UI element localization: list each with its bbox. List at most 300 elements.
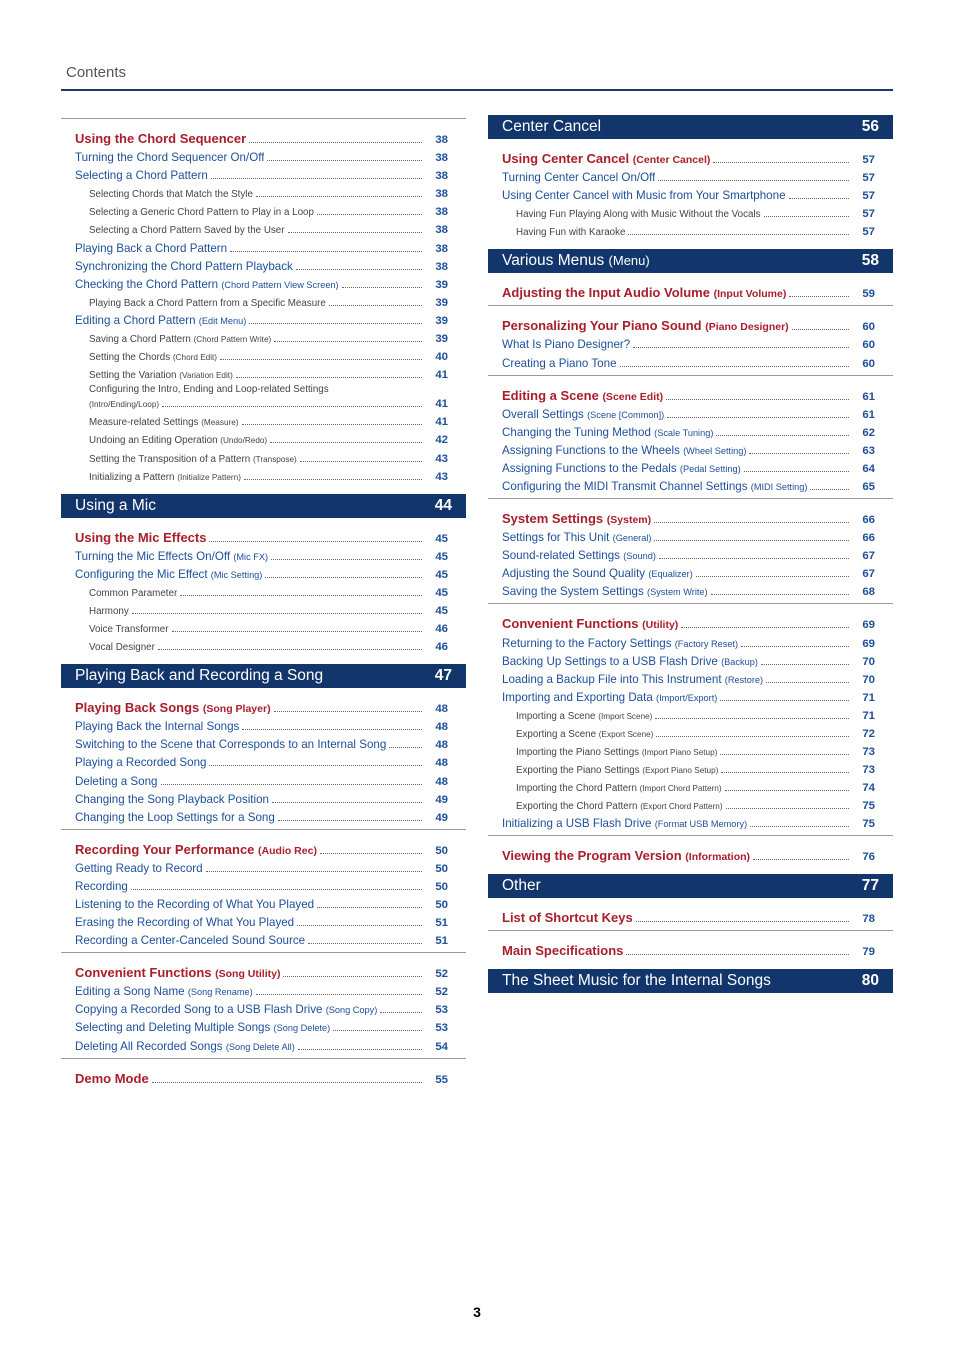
dot-leader xyxy=(206,870,422,872)
dot-leader xyxy=(300,460,422,462)
toc-entry-page: 57 xyxy=(862,154,875,166)
dot-leader xyxy=(297,924,422,926)
toc-entry-title: What Is Piano Designer? xyxy=(502,338,631,352)
toc-entry-parameter: (Import Scene) xyxy=(598,711,653,721)
toc-entry-page: 70 xyxy=(862,673,875,686)
toc-entry[interactable] xyxy=(61,291,466,309)
toc-entry-title: Exporting a Scene (Export Scene) xyxy=(516,728,654,740)
dot-leader xyxy=(317,906,422,908)
chapter-title: Other xyxy=(502,877,541,895)
toc-entry-page: 60 xyxy=(862,339,875,352)
toc-entry-parameter: (Initialize Pattern) xyxy=(177,472,241,482)
toc-entry[interactable] xyxy=(61,309,466,327)
toc-entry[interactable] xyxy=(61,998,466,1016)
toc-entry[interactable] xyxy=(488,202,893,220)
toc-entry-page: 39 xyxy=(435,314,448,327)
toc-entry-title: Using the Mic Effects xyxy=(75,529,207,545)
toc-entry-page: 70 xyxy=(862,655,875,668)
toc-entry-parameter: (Restore) xyxy=(724,674,764,685)
chapter-title: Playing Back and Recording a Song xyxy=(75,667,324,685)
dot-leader xyxy=(132,612,422,614)
dot-leader xyxy=(278,819,422,821)
dot-leader xyxy=(721,771,849,773)
toc-entry-page: 59 xyxy=(862,288,875,301)
dot-leader xyxy=(242,423,422,425)
dot-leader xyxy=(333,1029,422,1031)
dot-leader xyxy=(230,250,422,252)
toc-entry-page: 60 xyxy=(862,357,875,370)
toc-section xyxy=(61,953,466,1057)
toc-entry-title: Saving a Chord Pattern (Chord Pattern Write) xyxy=(89,334,272,346)
toc-entry-page: 40 xyxy=(435,351,448,364)
toc-entry-parameter: (Chord Pattern View Screen) xyxy=(221,279,339,290)
dot-leader xyxy=(667,416,849,418)
toc-heading-entry[interactable] xyxy=(488,842,893,863)
toc-section xyxy=(488,836,893,868)
toc-entry-title: Editing a Song Name (Song Rename) xyxy=(75,985,253,999)
toc-entry-parameter: (Sound) xyxy=(623,551,656,562)
toc-entry-page: 65 xyxy=(862,481,875,494)
toc-entry-title: Personalizing Your Piano Sound (Piano Designer) xyxy=(502,318,789,334)
toc-entry-page: 48 xyxy=(435,721,448,734)
toc-entry-page: 69 xyxy=(862,637,875,650)
toc-entry-parameter: (Scale Tuning) xyxy=(654,427,714,438)
toc-entry-parameter: (MIDI Setting) xyxy=(750,482,808,493)
toc-entry[interactable] xyxy=(488,475,893,493)
toc-entry[interactable] xyxy=(61,929,466,947)
dot-leader xyxy=(152,1081,422,1083)
dot-leader xyxy=(236,376,422,378)
toc-entry-page: 60 xyxy=(862,321,875,334)
toc-entry[interactable] xyxy=(488,722,893,740)
dot-leader xyxy=(725,789,849,791)
chapter-bar-various-menus[interactable] xyxy=(488,249,893,273)
dot-leader xyxy=(720,699,849,701)
toc-entry[interactable] xyxy=(488,166,893,184)
toc-entry-title: Harmony xyxy=(89,605,129,617)
toc-entry-title: Playing Back the Internal Songs xyxy=(75,720,240,734)
toc-entry[interactable] xyxy=(61,599,466,617)
toc-entry-page: 48 xyxy=(435,739,448,752)
toc-entry-page: 75 xyxy=(862,800,875,813)
toc-entry-title: Switching to the Scene that Corresponds to an Internal Song xyxy=(75,738,387,752)
toc-entry[interactable] xyxy=(61,563,466,581)
chapter-bar-center-cancel[interactable] xyxy=(488,115,893,139)
toc-entry-page: 53 xyxy=(435,1004,448,1017)
toc-entry-title: Main Specifications xyxy=(502,943,624,959)
dot-leader xyxy=(744,470,849,472)
toc-entry-title: Playing Back Songs (Song Player) xyxy=(75,700,271,716)
toc-entry-page: 71 xyxy=(862,709,875,722)
dot-leader xyxy=(761,663,849,665)
toc-entry-page: 51 xyxy=(435,917,448,930)
toc-section xyxy=(61,1059,466,1091)
toc-heading-entry[interactable] xyxy=(488,145,893,166)
toc-entry-page: 69 xyxy=(862,619,875,632)
toc-entry[interactable] xyxy=(61,635,466,653)
toc-heading-entry[interactable] xyxy=(488,904,893,925)
toc-entry-title: Common Parameter xyxy=(89,587,178,599)
toc-entry-page: 45 xyxy=(435,568,448,581)
chapter-page: 56 xyxy=(861,118,879,135)
toc-entry[interactable] xyxy=(488,794,893,812)
toc-entry-parameter: (Information) xyxy=(685,851,751,864)
toc-section xyxy=(488,376,893,498)
toc-entry-page: 38 xyxy=(435,152,448,165)
toc-heading-entry[interactable] xyxy=(61,959,466,980)
dot-leader xyxy=(750,825,849,827)
toc-entry-title: Adjusting the Input Audio Volume (Input Volume) xyxy=(502,285,787,301)
toc-entry-page: 52 xyxy=(435,968,448,981)
toc-entry-title: Saving the System Settings (System Write) xyxy=(502,585,708,599)
toc-heading-entry[interactable] xyxy=(488,505,893,526)
toc-entry-title: Selecting a Chord Pattern Saved by the User xyxy=(89,225,285,237)
dot-leader xyxy=(658,179,849,181)
dot-leader xyxy=(713,161,849,163)
toc-entry-title: Vocal Designer xyxy=(89,642,155,654)
dot-leader xyxy=(298,1048,422,1050)
toc-entry-page: 41 xyxy=(435,398,448,411)
toc-entry-page: 78 xyxy=(862,913,875,926)
toc-entry-title: Returning to the Factory Settings (Factory Reset) xyxy=(502,636,739,650)
dot-leader xyxy=(792,328,849,330)
toc-heading-entry[interactable] xyxy=(61,694,466,715)
dot-leader xyxy=(288,231,422,233)
dot-leader xyxy=(766,681,849,683)
toc-entry-title: Using the Chord Sequencer xyxy=(75,131,247,146)
toc-entry-title: Turning Center Cancel On/Off xyxy=(502,171,656,185)
toc-heading-entry[interactable] xyxy=(488,937,893,958)
toc-entry[interactable] xyxy=(488,631,893,649)
toc-entry-title: Importing the Chord Pattern (Import Chord Pattern) xyxy=(516,783,722,795)
toc-entry-parameter: (Import Piano Setup) xyxy=(641,748,718,758)
toc-entry-title: Measure-related Settings (Measure) xyxy=(89,417,239,429)
chapter-page: 44 xyxy=(434,496,452,514)
toc-entry-title: Playing Back a Chord Pattern from a Specific Measure xyxy=(89,297,326,309)
toc-entry-parameter: (Export Piano Setup) xyxy=(642,766,719,776)
toc-entry-parameter: (Song Delete) xyxy=(273,1023,331,1034)
toc-entry-parameter: (Backup) xyxy=(721,656,758,667)
toc-entry[interactable] xyxy=(61,200,466,218)
toc-entry-title: Changing the Tuning Method (Scale Tuning) xyxy=(502,425,714,439)
chapter-bar-sheet-music[interactable] xyxy=(488,969,893,993)
toc-entry[interactable] xyxy=(488,562,893,580)
toc-entry-page: 43 xyxy=(435,452,448,465)
toc-entry[interactable] xyxy=(488,776,893,794)
toc-entry-parameter: (Equalizer) xyxy=(648,569,693,580)
toc-entry-parameter: (Mic FX) xyxy=(233,551,269,562)
toc-entry-page: 51 xyxy=(435,935,448,948)
toc-entry[interactable] xyxy=(488,351,893,369)
toc-entry-title: Setting the Chords (Chord Edit) xyxy=(89,352,218,364)
toc-entry[interactable] xyxy=(61,751,466,769)
dot-leader xyxy=(726,807,849,809)
toc-section xyxy=(488,139,893,243)
toc-entry-page: 45 xyxy=(435,532,448,545)
toc-section xyxy=(61,688,466,829)
toc-entry-page: 48 xyxy=(435,775,448,788)
toc-entry-parameter: (Input Volume) xyxy=(713,288,787,301)
toc-entry[interactable] xyxy=(488,758,893,776)
toc-entry-title: Importing and Exporting Data (Import/Export) xyxy=(502,690,718,704)
toc-entry-title: Settings for This Unit (General) xyxy=(502,531,652,545)
toc-entry-title: Exporting the Chord Pattern (Export Chord Pattern) xyxy=(516,801,723,813)
toc-entry[interactable] xyxy=(488,333,893,351)
toc-entry-title: Adjusting the Sound Quality (Equalizer) xyxy=(502,567,693,581)
toc-entry-page: 45 xyxy=(435,604,448,617)
toc-entry-page: 50 xyxy=(435,899,448,911)
toc-entry-page: 74 xyxy=(862,782,875,795)
toc-section xyxy=(488,306,893,374)
chapter-title: Various Menus (Menu) xyxy=(502,252,650,270)
toc-entry-page: 72 xyxy=(862,727,875,740)
toc-entry-title: Sound-related Settings (Sound) xyxy=(502,549,656,563)
toc-entry-parameter: (Undo/Redo) xyxy=(220,436,268,446)
toc-entry-page: 73 xyxy=(862,746,875,759)
dot-leader xyxy=(620,365,849,367)
toc-entry[interactable] xyxy=(488,668,893,686)
toc-entry[interactable] xyxy=(488,421,893,439)
toc-entry-title: Getting Ready to Record xyxy=(75,861,203,875)
toc-entry[interactable] xyxy=(488,650,893,668)
toc-entry[interactable] xyxy=(488,403,893,421)
toc-entry-parameter: (Measure) xyxy=(201,418,239,428)
toc-entry[interactable] xyxy=(61,381,466,395)
toc-entry-page: 39 xyxy=(435,296,448,309)
chapter-title: Center Cancel xyxy=(502,118,602,135)
toc-entry-title: Playing Back a Chord Pattern xyxy=(75,241,228,255)
dot-leader xyxy=(158,648,422,650)
dot-leader xyxy=(764,215,849,217)
dot-leader xyxy=(131,888,422,890)
toc-entry-page: 67 xyxy=(862,568,875,581)
toc-right-column xyxy=(488,115,893,993)
chapter-bar-other[interactable] xyxy=(488,874,893,898)
toc-entry[interactable] xyxy=(61,428,466,446)
toc-entry[interactable] xyxy=(488,740,893,758)
dot-leader xyxy=(265,576,422,578)
dot-leader xyxy=(211,177,422,179)
toc-entry[interactable] xyxy=(61,715,466,733)
toc-entry[interactable] xyxy=(488,184,893,202)
chapter-page: 47 xyxy=(434,667,452,685)
dot-leader xyxy=(209,540,422,542)
toc-entry-page: 53 xyxy=(435,1022,448,1035)
toc-entry[interactable] xyxy=(61,893,466,911)
toc-entry-page: 61 xyxy=(862,408,875,421)
toc-entry[interactable] xyxy=(488,220,893,238)
dot-leader xyxy=(720,753,849,755)
toc-entry[interactable] xyxy=(61,1034,466,1052)
dot-leader xyxy=(172,630,423,632)
dot-leader xyxy=(789,197,849,199)
toc-entry[interactable] xyxy=(61,545,466,563)
dot-leader xyxy=(329,304,422,306)
toc-entry-title: System Settings (System) xyxy=(502,511,652,527)
toc-entry[interactable] xyxy=(488,704,893,722)
toc-entry[interactable] xyxy=(488,544,893,562)
toc-entry-parameter: (Song Utility) xyxy=(215,968,281,981)
dot-leader xyxy=(320,852,422,854)
toc-entry[interactable] xyxy=(61,273,466,291)
toc-entry[interactable] xyxy=(61,857,466,875)
toc-entry-title: Selecting a Chord Pattern xyxy=(75,169,208,183)
dot-leader xyxy=(270,441,422,443)
toc-entry-title: Playing a Recorded Song xyxy=(75,756,207,770)
toc-entry[interactable] xyxy=(61,182,466,200)
toc-entry-parameter: (Center Cancel) xyxy=(632,154,711,166)
toc-entry-parameter: (Edit Menu) xyxy=(198,315,247,326)
dot-leader xyxy=(249,141,422,143)
toc-entry[interactable] xyxy=(61,327,466,345)
toc-entry-parameter: (Audio Rec) xyxy=(258,844,317,857)
toc-heading-entry[interactable] xyxy=(61,125,466,146)
toc-entry[interactable] xyxy=(61,410,466,428)
dot-leader xyxy=(749,452,849,454)
toc-entry[interactable] xyxy=(488,686,893,704)
toc-entry[interactable] xyxy=(61,218,466,236)
toc-entry-title: Selecting and Deleting Multiple Songs (Song Delete) xyxy=(75,1021,331,1035)
toc-entry[interactable] xyxy=(61,363,466,381)
dot-leader xyxy=(161,783,422,785)
toc-entry-parameter: (Song Player) xyxy=(202,703,271,716)
toc-section xyxy=(61,119,466,488)
toc-entry-page: 79 xyxy=(862,946,875,959)
chapter-page: 80 xyxy=(861,972,879,990)
toc-heading-entry[interactable] xyxy=(488,279,893,300)
toc-entry[interactable] xyxy=(61,911,466,929)
dot-leader xyxy=(389,746,422,748)
toc-entry[interactable] xyxy=(61,465,466,483)
toc-entry-page: 62 xyxy=(862,426,875,439)
toc-entry[interactable] xyxy=(61,581,466,599)
toc-entry-title: Configuring the Intro, Ending and Loop-related Settings xyxy=(89,384,329,396)
toc-section xyxy=(488,931,893,963)
toc-entry-title: Assigning Functions to the Wheels (Wheel Setting) xyxy=(502,443,747,457)
toc-entry[interactable] xyxy=(61,617,466,635)
toc-entry-title: Deleting a Song xyxy=(75,774,158,788)
dot-leader xyxy=(753,858,849,860)
toc-entry-parameter: (Chord Edit) xyxy=(172,353,218,363)
toc-entry-parameter: (Mic Setting) xyxy=(210,569,263,580)
toc-section xyxy=(61,830,466,952)
toc-entry[interactable] xyxy=(61,788,466,806)
toc-entry-title: Convenient Functions (Song Utility) xyxy=(75,965,281,981)
dot-leader xyxy=(633,346,849,348)
toc-entry-title: Setting the Variation (Variation Edit) xyxy=(89,370,233,382)
toc-entry-title: List of Shortcut Keys xyxy=(502,910,633,926)
toc-entry[interactable] xyxy=(61,980,466,998)
toc-entry-title xyxy=(89,399,159,410)
toc-entry-title: Setting the Transposition of a Pattern (Transpose) xyxy=(89,453,297,465)
toc-heading-entry[interactable] xyxy=(488,312,893,333)
dot-leader xyxy=(716,434,849,436)
toc-section xyxy=(488,499,893,603)
toc-entry-title: Creating a Piano Tone xyxy=(502,356,617,370)
toc-entry-title: Selecting Chords that Match the Style xyxy=(89,189,253,201)
toc-entry-parameter: (Scene [Common]) xyxy=(587,409,665,420)
toc-entry[interactable] xyxy=(61,1016,466,1034)
toc-entry-title: Exporting the Piano Settings (Export Piano Setup) xyxy=(516,765,719,777)
chapter-title: Using a Mic xyxy=(75,496,156,514)
dot-leader xyxy=(654,539,849,541)
toc-entry[interactable] xyxy=(61,806,466,824)
dot-leader xyxy=(317,213,422,215)
toc-entry-parameter: (Format USB Memory) xyxy=(654,819,748,830)
toc-entry-title: Erasing the Recording of What You Played xyxy=(75,916,295,930)
chapter-bar-using-a-mic[interactable] xyxy=(61,494,466,518)
dot-leader xyxy=(380,1011,422,1013)
toc-entry[interactable] xyxy=(488,526,893,544)
toc-entry-parameter: (Song Delete All) xyxy=(225,1041,295,1052)
toc-entry-title: Changing the Song Playback Position xyxy=(75,792,270,806)
dot-leader xyxy=(666,398,849,400)
toc-entry-page: 54 xyxy=(435,1040,448,1053)
toc-entry-page: 66 xyxy=(862,514,875,527)
toc-entry[interactable] xyxy=(61,146,466,164)
toc-entry[interactable] xyxy=(488,580,893,598)
toc-entry-page: 68 xyxy=(862,586,875,599)
toc-entry-page: 48 xyxy=(435,757,448,770)
toc-entry-page: 43 xyxy=(435,470,448,483)
toc-entry-title: Convenient Functions (Utility) xyxy=(502,616,679,632)
toc-entry-title: Viewing the Program Version (Information) xyxy=(502,848,751,864)
dot-leader xyxy=(220,358,422,360)
toc-left-column xyxy=(61,118,466,1091)
dot-leader xyxy=(655,717,849,719)
toc-entry-title: Selecting a Generic Chord Pattern to Play in a Loop xyxy=(89,207,314,219)
toc-entry[interactable] xyxy=(61,769,466,787)
toc-entry[interactable] xyxy=(61,733,466,751)
toc-entry-parameter: (General) xyxy=(612,533,652,544)
toc-entry[interactable] xyxy=(488,812,893,830)
toc-entry[interactable] xyxy=(61,164,466,182)
toc-entry-title: Initializing a Pattern (Initialize Pattern) xyxy=(89,471,241,483)
toc-section xyxy=(488,898,893,930)
toc-entry[interactable] xyxy=(488,439,893,457)
toc-heading-entry[interactable] xyxy=(61,524,466,545)
chapter-bar-song[interactable] xyxy=(61,664,466,688)
toc-entry-page: 49 xyxy=(435,793,448,806)
toc-entry[interactable] xyxy=(61,875,466,893)
toc-heading-entry[interactable] xyxy=(488,610,893,631)
toc-entry[interactable] xyxy=(61,345,466,363)
toc-entry-parameter: (Export Scene) xyxy=(598,729,654,739)
toc-entry-title: Overall Settings (Scene [Common]) xyxy=(502,407,665,421)
toc-entry-page: 52 xyxy=(435,986,448,999)
toc-entry-page: 55 xyxy=(435,1073,448,1086)
toc-section xyxy=(488,604,893,835)
toc-heading-entry[interactable] xyxy=(61,836,466,857)
toc-entry-page: 41 xyxy=(435,369,448,382)
toc-entry-page: 48 xyxy=(435,703,448,716)
toc-entry[interactable] xyxy=(61,255,466,273)
toc-entry[interactable] xyxy=(488,457,893,475)
dot-leader xyxy=(296,268,422,270)
toc-entry[interactable] xyxy=(61,446,466,464)
toc-entry-title: Configuring the Mic Effect (Mic Setting) xyxy=(75,567,263,581)
toc-entry-page: 38 xyxy=(435,170,448,183)
toc-entry-page: 38 xyxy=(435,224,448,237)
toc-entry[interactable] xyxy=(61,236,466,254)
toc-entry[interactable] xyxy=(61,395,466,410)
toc-entry-parameter: (Factory Reset) xyxy=(674,638,739,649)
toc-entry-page: 66 xyxy=(862,532,875,545)
toc-heading-entry[interactable] xyxy=(61,1065,466,1086)
chapter-page: 77 xyxy=(861,877,879,895)
toc-entry-page: 57 xyxy=(862,190,875,203)
toc-heading-entry[interactable] xyxy=(488,382,893,403)
